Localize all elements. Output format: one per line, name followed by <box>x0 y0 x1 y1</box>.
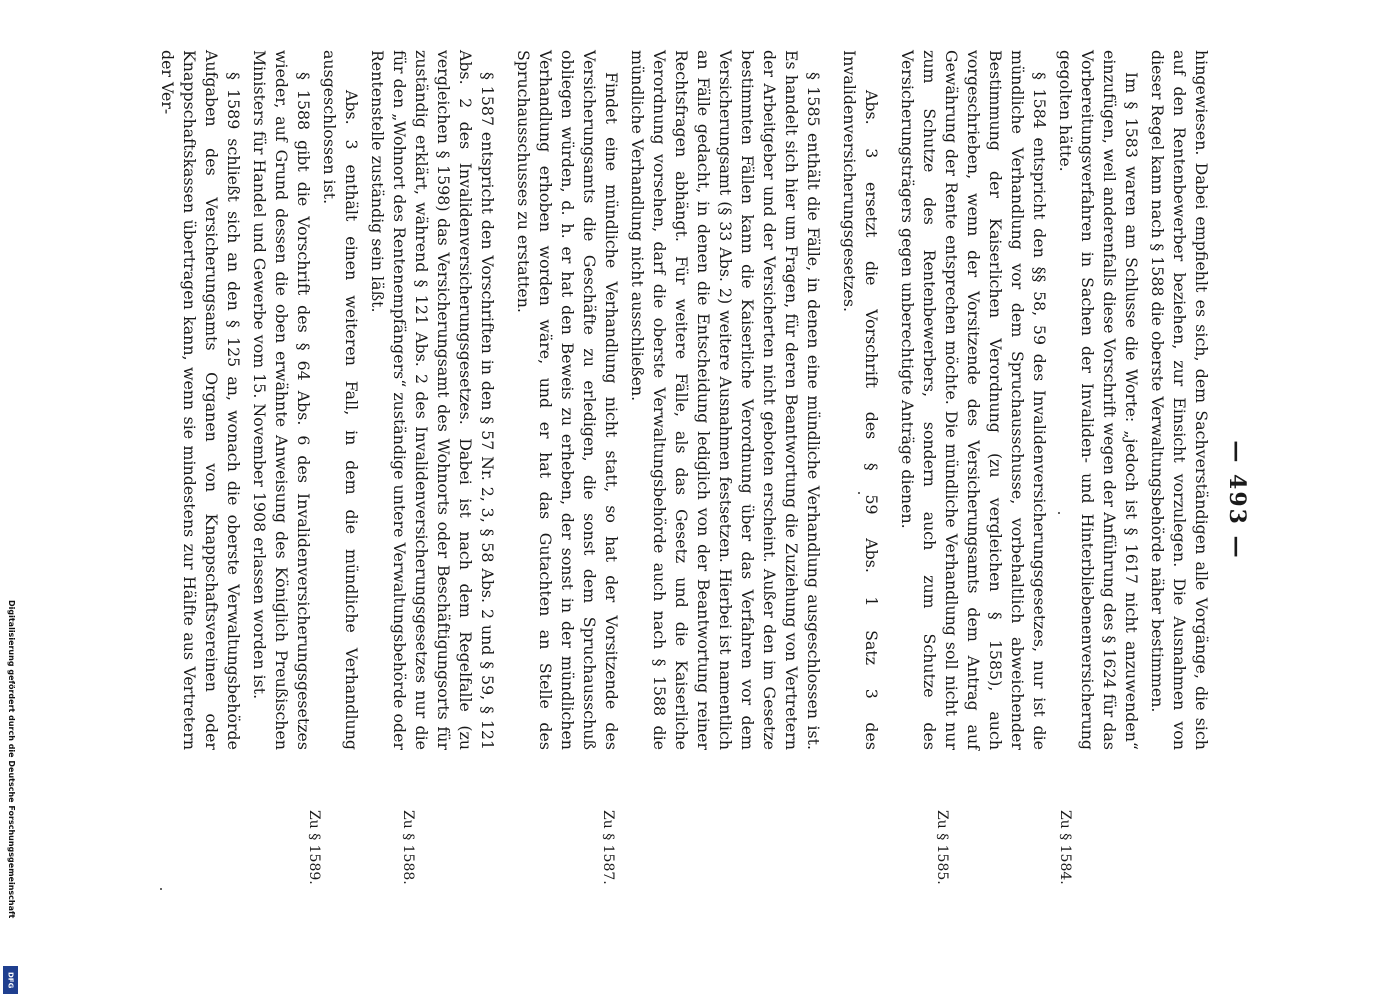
paragraph: § 1588 gibt die Vorschrift des § 64 Abs. 6 des Invalidenversicherungsgesetzes wieder, auf Grund dessen die oben erwähnte Anweisung des Königlich Preußischen Ministers für Handel und Gewerbe vom 15. November 1908 erlassen worden ist. <box>250 50 313 750</box>
paragraph: hingewiesen. Dabei empfiehlt es sich, dem Sachverständigen alle Vorgänge, die sich auf den Rentenbewerber beziehen, zur Einsicht vorzulegen. Die Ausnahmen von dieser Regel kann nach § 1588 die oberste Verwaltungsbehörde näher bestimmen. <box>1148 50 1211 750</box>
paragraph: Abs. 3 ersetzt die Vorschrift des § 59 Abs. 1 Satz 3 des Invalidenversicherungsgesetzes. <box>840 50 881 750</box>
paragraph: § 1587 entspricht den Vorschriften in den § 57 Nr. 2, 3, § 58 Abs. 2 und § 59, § 121 Abs. 2 des Invalidenversicherungsgesetzes. Dabei ist nach dem Regelfalle (zu vergleichen § 1598) das Versicherungsamt des Wohnorts oder Beschäftigungsorts für zuständig erklärt, während § 121 Abs. 2 des Invalidenversicherungsgesetzes nur die für den „Wohnort des Rentenempfängers“ zuständige untere Verwaltungsbehörde oder Rentenstelle zuständig sein läßt. <box>368 50 497 750</box>
paragraph: Findet eine mündliche Verhandlung nicht statt, so hat der Vorsitzende des Versicherungsamts die Geschäfte zu erledigen, die sonst dem Spruchausschuß obliegen würden, d. h. er hat den Beweis zu erheben, der sonst in der mündlichen Verhandlung erhoben worden wäre, und er hat das Gutachten an Stelle des Spruchausschusses zu erstatten. <box>514 50 621 750</box>
page-body <box>140 50 1212 950</box>
scan-speck <box>1058 512 1060 514</box>
margin-note: Zu § 1587. <box>600 810 616 885</box>
scan-sidebar <box>0 0 22 1000</box>
digitization-note: Digitalisierung gefördert durch die Deutsche Forschungsgemeinschaft <box>7 600 16 919</box>
margin-note: Zu § 1589. <box>306 810 322 885</box>
paragraph: Abs. 3 enthält einen weiteren Fall, in dem die mündliche Verhandlung ausgeschlossen ist. <box>320 50 361 750</box>
paragraph: § 1589 schließt sich an den § 125 an, wonach die oberste Verwaltungsbehörde Aufgaben des Versicherungsamts Organen von Knappschaftsvereinen oder Knappschaftskassen übertragen kann, wenn sie mindestens zur Hälfte aus Vertretern der Ver- <box>158 50 243 750</box>
document-page <box>140 50 1250 950</box>
paragraph: Im § 1583 waren am Schlusse die Worte: „jedoch ist § 1617 nicht anzuwenden“ einzufügen, weil anderenfalls diese Vorschrift wegen der Anführung des § 1624 für das Vorbereitungsverfahren in Sachen der Invaliden- und Hinterbliebenenversicherung gegolten hätte. <box>1056 50 1141 750</box>
scan-speck <box>858 492 860 494</box>
scan-speck <box>160 888 162 890</box>
page-number: — 493 — <box>1224 440 1250 560</box>
paragraph: § 1584 entspricht den §§ 58, 59 des Invalidenversicherungsgesetzes, nur ist die mündliche Verhandlung vor dem Spruchausschusse, vorbehaltlich abweichender Bestimmung der Kaiserlichen Verordnung (zu vergleichen § 1585), auch vorgeschrieben, wenn der Vorsitzende des Versicherungsamts dem Antrag auf Gewährung der Rente entsprechen möchte. Die mündliche Verhandlung soll nicht nur zum Schutze des Rentenbewerbers, sondern auch zum Schutze des Versicherungsträgers gegen unberechtigte Anträge dienen. <box>898 50 1049 750</box>
paragraph: § 1585 enthält die Fälle, in denen eine mündliche Verhandlung ausgeschlossen ist. Es handelt sich hier um Fragen, für deren Beantwortung die Zuziehung von Vertretern der Arbeitgeber und der Versicherten nicht geboten erscheint. Außer den im Gesetze bestimmten Fällen kann die Kaiserliche Verordnung über das Verfahren vor dem Versicherungsamt (§ 33 Abs. 2) weitere Ausnahmen festsetzen. Hierbei ist namentlich an Fälle gedacht, in denen die Entscheidung lediglich von der Beantwortung reiner Rechtsfragen abhängt. Für weitere Fälle, als das Gesetz und die Kaiserliche Verordnung vorsehen, darf die oberste Verwaltungsbehörde auch nach § 1588 die mündliche Verhandlung nicht ausschließen. <box>628 50 823 750</box>
margin-note: Zu § 1584. <box>1057 810 1073 885</box>
margin-note: Zu § 1585. <box>934 810 950 885</box>
margin-note: Zu § 1588. <box>400 810 416 885</box>
dfg-logo: DFG <box>3 966 18 994</box>
main-text <box>152 50 1212 750</box>
